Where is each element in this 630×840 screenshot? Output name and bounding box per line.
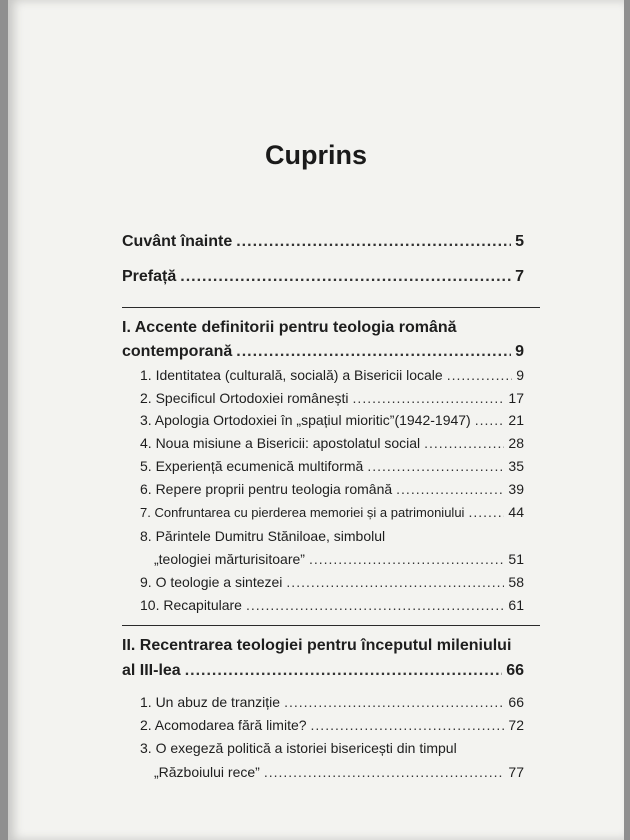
toc-entry-label: al III-lea — [122, 662, 181, 679]
toc-entry-label: 2. Acomodarea fără limite? — [140, 717, 307, 733]
dot-leader — [367, 458, 504, 474]
toc-entry-label: Cuvânt înainte — [122, 233, 233, 250]
dot-leader — [424, 435, 504, 451]
toc-entry-label: „Războiului rece” — [154, 764, 260, 780]
dot-leader — [284, 694, 504, 710]
toc-subentry[interactable] — [140, 717, 524, 733]
toc-subentry[interactable] — [154, 764, 524, 780]
dot-leader — [309, 551, 504, 567]
book-page — [8, 0, 624, 840]
dot-leader — [236, 343, 511, 361]
part1-heading: I. Accente definitorii pentru teologia română — [122, 319, 457, 336]
toc-subentry[interactable] — [140, 504, 524, 520]
part2-heading: II. Recentrarea teologiei pentru începutul mileniului — [122, 637, 512, 654]
toc-entry-label: 3. Apologia Ortodoxiei în „spațiul mioritic”(1942-1947) — [140, 412, 471, 428]
dot-leader — [468, 504, 504, 520]
toc-entry-label: 10. Recapitulare — [140, 597, 242, 613]
toc-entry-label: contemporană — [122, 343, 233, 360]
toc-subentry[interactable] — [154, 551, 524, 567]
toc-subentry[interactable] — [140, 574, 524, 590]
toc-entry-page: 66 — [506, 662, 524, 679]
dot-leader — [447, 367, 513, 383]
toc-subentry[interactable] — [140, 458, 524, 474]
toc-entry-page: 58 — [508, 574, 524, 590]
toc-entry-label: 6. Repere proprii pentru teologia română — [140, 481, 393, 497]
toc-subentry[interactable] — [140, 481, 524, 497]
dot-leader — [264, 764, 505, 780]
toc-entry-preface[interactable] — [122, 268, 524, 286]
toc-entry-page: 28 — [508, 435, 524, 451]
toc-entry-page: 44 — [508, 504, 524, 520]
toc-entry-page: 72 — [508, 717, 524, 733]
toc-entry-label: 1. Identitatea (culturală, socială) a Bisericii locale — [140, 367, 443, 383]
toc-entry-label: 5. Experiență ecumenică multiformă — [140, 458, 364, 474]
toc-subentry[interactable] — [140, 694, 524, 710]
section-divider — [122, 625, 540, 626]
toc-subentry-line: 8. Părintele Dumitru Stăniloae, simbolul — [140, 528, 386, 544]
toc-subentry[interactable] — [140, 390, 524, 406]
toc-entry-label: 4. Noua misiune a Bisericii: apostolatul social — [140, 435, 421, 451]
part1-heading-entry[interactable] — [122, 343, 524, 361]
toc-entry-page: 5 — [515, 233, 524, 250]
toc-entry-label: 7. Confruntarea cu pierderea memoriei și a patrimoniului — [140, 505, 465, 520]
toc-subentry-line: 3. O exegeză politică a istoriei bisericești din timpul — [140, 740, 457, 756]
toc-entry-page: 51 — [508, 551, 524, 567]
section-divider — [122, 307, 540, 308]
toc-entry-page: 61 — [508, 597, 524, 613]
toc-entry-label: 2. Specificul Ortodoxiei românești — [140, 390, 349, 406]
dot-leader — [286, 574, 504, 590]
toc-entry-page: 17 — [508, 390, 524, 406]
toc-subentry[interactable] — [140, 367, 524, 383]
toc-entry-page: 77 — [508, 764, 524, 780]
toc-entry-label: 1. Un abuz de tranziție — [140, 694, 281, 710]
toc-entry-page: 9 — [515, 343, 524, 360]
toc-entry-label: „teologiei mărturisitoare” — [154, 551, 305, 567]
dot-leader — [396, 481, 504, 497]
toc-entry-foreword[interactable] — [122, 233, 524, 251]
dot-leader — [185, 662, 503, 680]
part2-heading-entry[interactable] — [122, 662, 524, 680]
toc-entry-page: 39 — [508, 481, 524, 497]
dot-leader — [475, 412, 505, 428]
toc-entry-page: 9 — [516, 367, 524, 383]
toc-entry-label: Prefață — [122, 268, 177, 285]
toc-subentry[interactable] — [140, 412, 524, 428]
toc-entry-page: 35 — [508, 458, 524, 474]
dot-leader — [246, 597, 504, 613]
dot-leader — [311, 717, 505, 733]
toc-entry-page: 66 — [508, 694, 524, 710]
toc-entry-page: 7 — [515, 268, 524, 285]
toc-subentry[interactable] — [140, 597, 524, 613]
toc-subentry[interactable] — [140, 435, 524, 451]
dot-leader — [236, 233, 511, 251]
toc-entry-label: 9. O teologie a sintezei — [140, 574, 283, 590]
dot-leader — [180, 268, 511, 286]
page-title: Cuprins — [264, 140, 367, 170]
dot-leader — [353, 390, 505, 406]
toc-entry-page: 21 — [508, 412, 524, 428]
